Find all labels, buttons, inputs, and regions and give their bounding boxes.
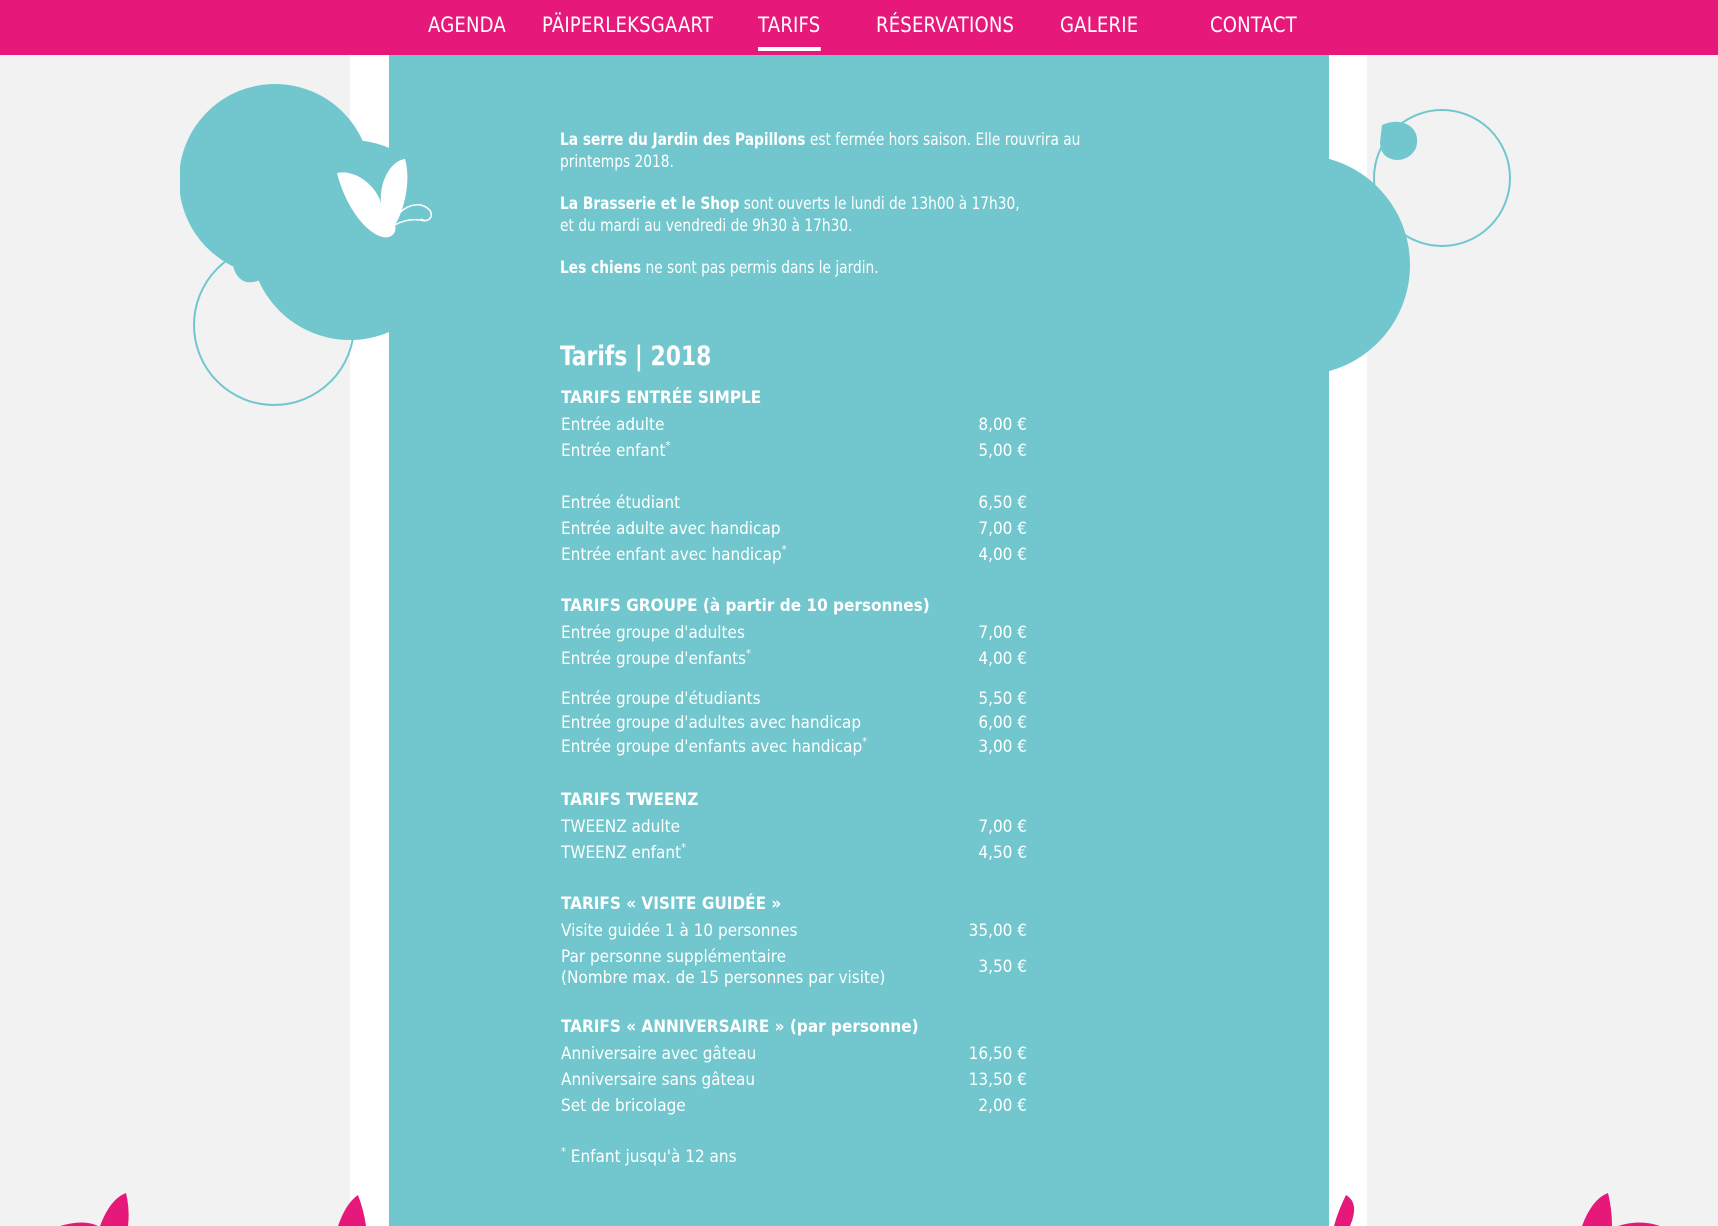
main-navigation [0,0,1718,55]
section-heading: TARIFS TWEENZ [561,790,699,810]
section-heading: TARIFS « VISITE GUIDÉE » [561,894,782,914]
nav-paiperleksgaart[interactable]: PÄIPERLEKSGAART [542,13,714,37]
price-row: Entrée adulte avec handicap 7,00 € [561,519,1027,539]
price-row: Anniversaire sans gâteau 13,50 € [561,1070,1027,1090]
tarifs-tweenz-section [561,790,1027,869]
price-row: Entrée adulte 8,00 € [561,415,1027,435]
price-row: Anniversaire avec gâteau 16,50 € [561,1044,1027,1064]
price-row: Entrée groupe d'étudiants 5,50 € [561,689,1027,709]
nav-tarifs[interactable]: TARIFS [758,13,820,51]
price-row: Set de bricolage 2,00 € [561,1096,1027,1116]
price-row: TWEENZ adulte 7,00 € [561,817,1027,837]
price-row: TWEENZ enfant* 4,50 € [561,841,1027,863]
price-row: Entrée enfant* 5,00 € [561,439,1027,461]
butterfly-logo-icon [335,155,440,245]
price-row: Par personne supplémentaire (Nombre max. de 15 personnes par visite) 3,50 € [561,947,1027,988]
section-heading: TARIFS « ANNIVERSAIRE » (par personne) [561,1017,919,1037]
section-heading: TARIFS ENTRÉE SIMPLE [561,388,762,408]
price-row: Entrée groupe d'enfants* 4,00 € [561,647,1027,669]
price-row: Entrée enfant avec handicap* 4,00 € [561,543,1027,565]
nav-galerie[interactable]: GALERIE [1060,13,1139,37]
tarifs-simple-section [561,388,1027,571]
nav-agenda[interactable]: AGENDA [428,13,506,37]
intro-paragraph-brasserie: La Brasserie et le Shop sont ouverts le lundi de 13h00 à 17h30, et du mardi au vendredi de 9h30 à 17h30. [560,194,1020,236]
price-row: Entrée groupe d'adultes 7,00 € [561,623,1027,643]
tarifs-visite-section [561,894,1027,991]
price-row: Entrée étudiant 6,50 € [561,493,1027,513]
nav-contact[interactable]: CONTACT [1210,13,1297,37]
price-row: Entrée groupe d'enfants avec handicap* 3,00 € [561,735,1027,757]
price-row: Entrée groupe d'adultes avec handicap 6,00 € [561,713,1027,733]
tarifs-title: Tarifs | 2018 [560,341,712,372]
tarifs-title-wrap [560,341,711,372]
footnote: * Enfant jusqu'à 12 ans [561,1145,737,1167]
section-heading: TARIFS GROUPE (à partir de 10 personnes) [561,596,930,616]
intro-paragraph-chiens: Les chiens ne sont pas permis dans le jardin. [560,258,879,278]
price-row: Visite guidée 1 à 10 personnes 35,00 € [561,921,1027,941]
intro-paragraph-serre: La serre du Jardin des Papillons est fermée hors saison. Elle rouvrira au printemps 2018. [560,130,1081,172]
tarifs-groupe-section [561,596,1027,763]
opening-info [560,129,1080,279]
nav-reservations[interactable]: RÉSERVATIONS [876,13,1015,37]
tarifs-anniversaire-section [561,1017,1027,1122]
